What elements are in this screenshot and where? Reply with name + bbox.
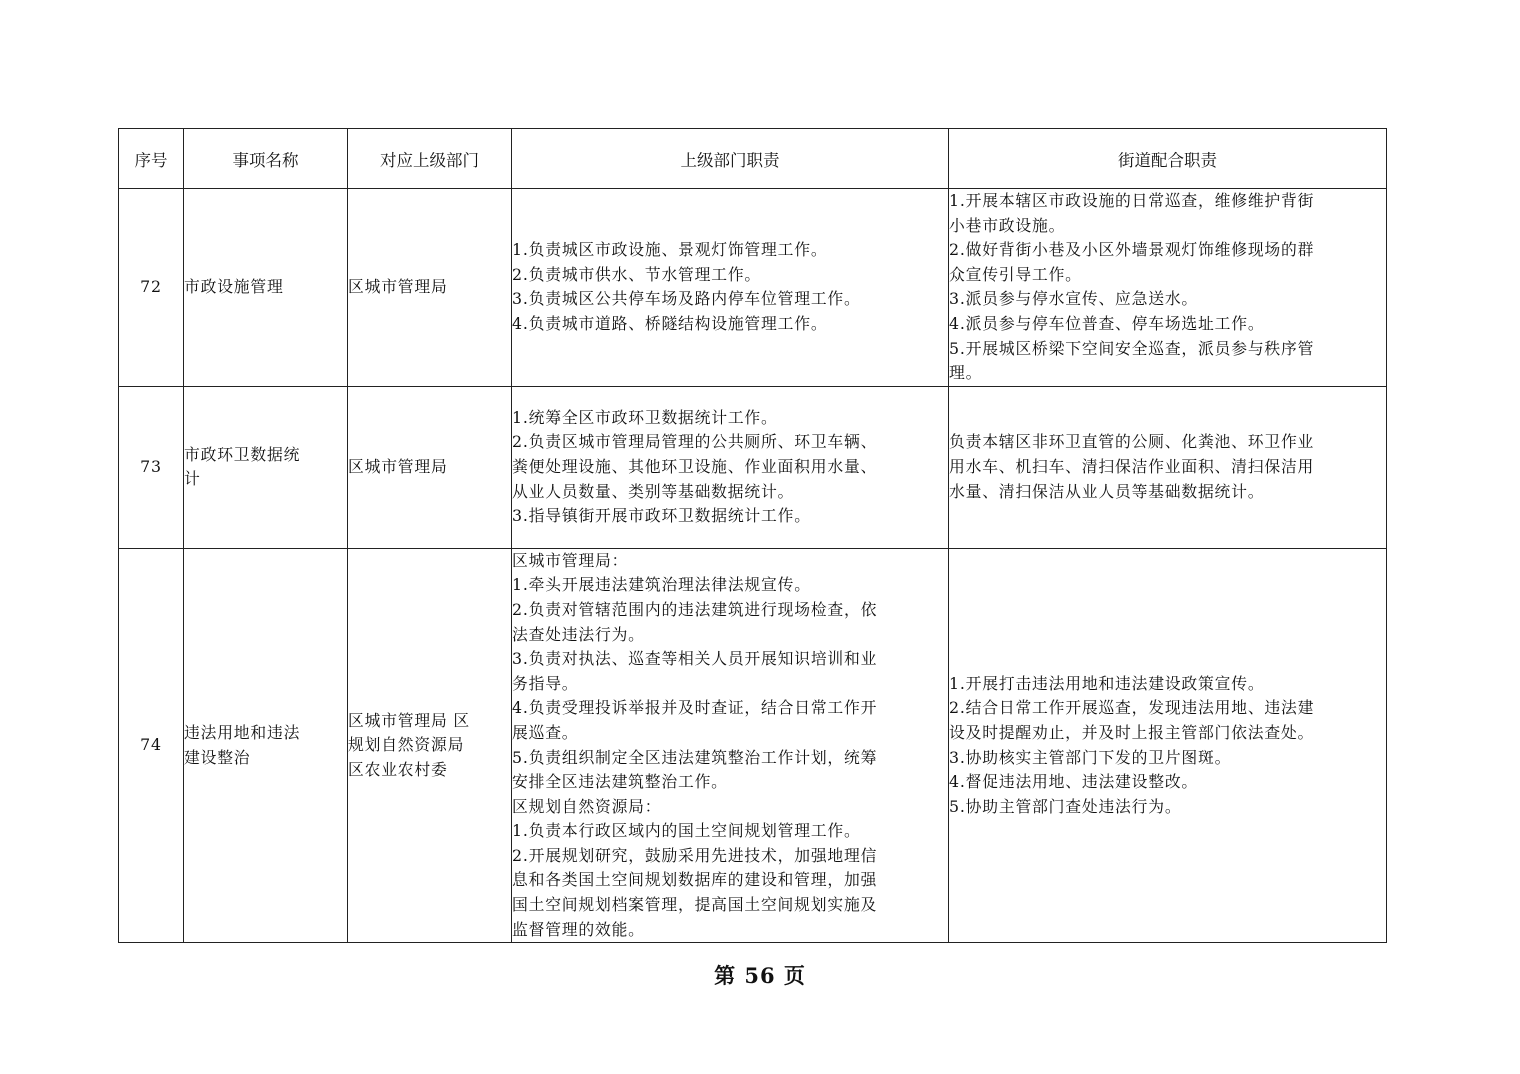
cell-text (512, 406, 948, 529)
cell-num: 73 (119, 386, 184, 548)
page-number: 第 56 页 (714, 963, 806, 988)
cell-dept (348, 548, 512, 943)
cell-name (184, 548, 348, 943)
cell-text (184, 443, 347, 492)
text-line: 4.负责城市道路、桥隧结构设施管理工作。 (512, 313, 828, 333)
text-line: 1.开展打击违法用地和违法建设政策宣传。 (949, 673, 1265, 693)
text-line: 理。 (949, 363, 983, 383)
text-line: 市政环卫数据统 (184, 444, 301, 464)
text-line: 2.负责对管辖范围内的违法建筑进行现场检查，依 (512, 599, 878, 619)
cell-text (348, 455, 511, 480)
text-line: 违法用地和违法 (184, 722, 301, 742)
text-line: 2.开展规划研究，鼓励采用先进技术，加强地理信 (512, 845, 878, 865)
text-line: 2.负责区城市管理局管理的公共厕所、环卫车辆、 (512, 432, 878, 452)
cell-text (348, 709, 511, 783)
cell-upper-duty (512, 189, 949, 387)
table-header-row (119, 129, 1387, 189)
text-line: 区城市管理局 区 (348, 710, 470, 730)
cell-text (348, 275, 511, 300)
text-line: 5.负责组织制定全区违法建筑整治工作计划，统筹 (512, 747, 878, 767)
text-line: 区城市管理局 (348, 456, 448, 476)
header-upper-duty: 上级部门职责 (512, 129, 949, 189)
text-line: 1.牵头开展违法建筑治理法律法规宣传。 (512, 575, 811, 595)
text-line: 规划自然资源局 (348, 735, 465, 755)
text-line: 众宣传引导工作。 (949, 264, 1082, 284)
text-line: 区农业农村委 (348, 759, 448, 779)
text-line: 1.统筹全区市政环卫数据统计工作。 (512, 407, 778, 427)
text-line: 负责本辖区非环卫直管的公厕、化粪池、环卫作业 (949, 432, 1315, 452)
cell-street-duty (949, 189, 1387, 387)
text-line: 区城市管理局： (512, 550, 629, 570)
text-line: 息和各类国土空间规划数据库的建设和管理，加强 (512, 870, 878, 890)
table-row (119, 189, 1387, 387)
header-dept: 对应上级部门 (348, 129, 512, 189)
text-line: 用水车、机扫车、清扫保洁作业面积、清扫保洁用 (949, 456, 1315, 476)
text-line: 3.指导镇街开展市政环卫数据统计工作。 (512, 506, 811, 526)
text-line: 法查处违法行为。 (512, 624, 645, 644)
text-line: 粪便处理设施、其他环卫设施、作业面积用水量、 (512, 456, 878, 476)
text-line: 2.做好背街小巷及小区外墙景观灯饰维修现场的群 (949, 240, 1315, 260)
text-line: 1.负责城区市政设施、景观灯饰管理工作。 (512, 240, 828, 260)
text-line: 5.协助主管部门查处违法行为。 (949, 796, 1182, 816)
cell-name (184, 189, 348, 387)
table-body (119, 189, 1387, 943)
cell-upper-duty (512, 386, 949, 548)
cell-text (949, 189, 1386, 386)
text-line: 安排全区违法建筑整治工作。 (512, 772, 728, 792)
text-line: 1.开展本辖区市政设施的日常巡查，维修维护背街 (949, 191, 1315, 210)
cell-street-duty (949, 548, 1387, 943)
text-line: 4.负责受理投诉举报并及时查证，结合日常工作开 (512, 698, 878, 718)
text-line: 4.派员参与停车位普查、停车场选址工作。 (949, 313, 1265, 333)
text-line: 展巡查。 (512, 722, 579, 742)
cell-upper-duty (512, 548, 949, 943)
header-street-duty: 街道配合职责 (949, 129, 1387, 189)
text-line: 区规划自然资源局： (512, 796, 662, 816)
text-line: 务指导。 (512, 673, 579, 693)
text-line: 水量、清扫保洁从业人员等基础数据统计。 (949, 481, 1265, 501)
text-line: 小巷市政设施。 (949, 215, 1066, 235)
text-line: 3.派员参与停水宣传、应急送水。 (949, 289, 1199, 309)
cell-dept (348, 386, 512, 548)
cell-dept (348, 189, 512, 387)
cell-text (512, 238, 948, 336)
cell-text (949, 430, 1386, 504)
cell-text (184, 275, 347, 300)
text-line: 市政设施管理 (184, 277, 284, 297)
cell-num: 74 (119, 548, 184, 943)
text-line: 2.负责城市供水、节水管理工作。 (512, 264, 762, 284)
text-line: 3.负责对执法、巡查等相关人员开展知识培训和业 (512, 649, 878, 669)
text-line: 5.开展城区桥梁下空间安全巡查，派员参与秩序管 (949, 338, 1315, 358)
cell-text (184, 721, 347, 770)
duty-table (118, 128, 1387, 943)
cell-text (949, 672, 1386, 820)
text-line: 3.协助核实主管部门下发的卫片图斑。 (949, 747, 1232, 767)
text-line: 计 (184, 469, 201, 489)
cell-num: 72 (119, 189, 184, 387)
text-line: 监督管理的效能。 (512, 919, 645, 939)
table-row (119, 548, 1387, 943)
text-line: 区城市管理局 (348, 277, 448, 297)
text-line: 国土空间规划档案管理，提高国土空间规划实施及 (512, 895, 878, 915)
text-line: 建设整治 (184, 747, 251, 767)
header-num: 序号 (119, 129, 184, 189)
cell-text (512, 549, 948, 943)
cell-name (184, 386, 348, 548)
table-row (119, 386, 1387, 548)
text-line: 3.负责城区公共停车场及路内停车位管理工作。 (512, 289, 861, 309)
cell-street-duty (949, 386, 1387, 548)
text-line: 1.负责本行政区域内的国土空间规划管理工作。 (512, 821, 861, 841)
text-line: 从业人员数量、类别等基础数据统计。 (512, 481, 795, 501)
text-line: 2.结合日常工作开展巡查，发现违法用地、违法建 (949, 698, 1315, 718)
text-line: 4.督促违法用地、违法建设整改。 (949, 772, 1199, 792)
header-name: 事项名称 (184, 129, 348, 189)
text-line: 设及时提醒劝止，并及时上报主管部门依法查处。 (949, 722, 1315, 742)
